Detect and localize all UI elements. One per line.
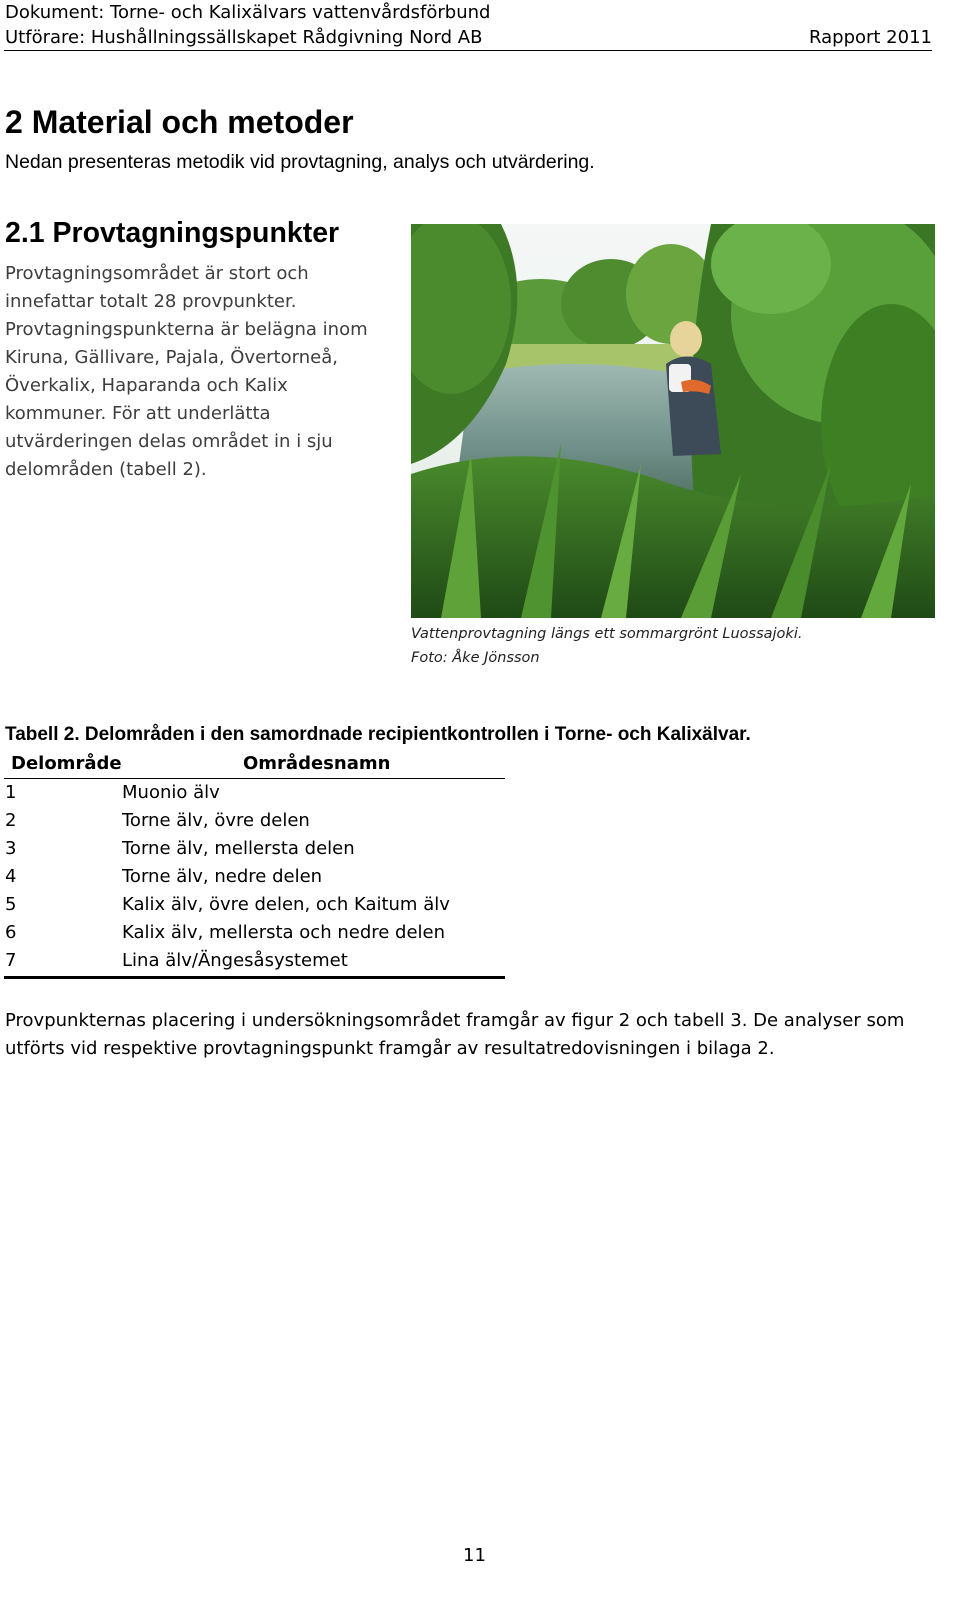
page-number: 11 (463, 1545, 486, 1566)
photo-caption (411, 622, 802, 670)
table-header-row (4, 750, 505, 779)
column-header-area-name: Områdesnamn (243, 753, 391, 774)
table-row (4, 779, 505, 807)
caption-credit: Foto: Åke Jönsson (411, 650, 540, 666)
cell-subarea-number: 7 (5, 950, 17, 971)
paragraph-line: utvärderingen delas området in i sju (5, 431, 333, 452)
paragraph-line: Provtagningspunkterna är belägna inom (5, 319, 368, 340)
header-report-year: Rapport 2011 (809, 27, 932, 48)
column-header-subarea: Delområde (11, 753, 122, 774)
cell-area-name: Kalix älv, mellersta och nedre delen (122, 922, 446, 943)
paragraph-line: delområden (tabell 2). (5, 459, 207, 480)
table-caption: Tabell 2. Delområden i den samordnade recipientkontrollen i Torne- och Kalixälvar. (5, 724, 751, 745)
cell-subarea-number: 2 (5, 810, 17, 831)
closing-paragraph (5, 1007, 935, 1063)
table-row (4, 835, 505, 863)
table-row (4, 891, 505, 919)
cell-area-name: Lina älv/Ängesåsystemet (122, 950, 348, 971)
table-bottom-rule (4, 976, 505, 979)
cell-subarea-number: 6 (5, 922, 17, 943)
paragraph-line: Överkalix, Haparanda och Kalix (5, 375, 288, 396)
paragraph-line: kommuner. För att underlätta (5, 403, 271, 424)
cell-area-name: Muonio älv (122, 782, 220, 803)
header-document-line: Dokument: Torne- och Kalixälvars vattenvårdsförbund (5, 2, 491, 23)
header-divider (4, 50, 932, 51)
caption-text: Vattenprovtagning längs ett sommargrönt Luossajoki. (411, 626, 803, 642)
table-row (4, 947, 505, 975)
cell-subarea-number: 3 (5, 838, 17, 859)
subsection-heading: 2.1 Provtagningspunkter (5, 217, 340, 249)
cell-subarea-number: 5 (5, 894, 17, 915)
cell-subarea-number: 4 (5, 866, 17, 887)
table-row (4, 863, 505, 891)
cell-area-name: Torne älv, övre delen (122, 810, 310, 831)
cell-area-name: Kalix älv, övre delen, och Kaitum älv (122, 894, 450, 915)
subarea-table (4, 750, 505, 979)
paragraph-line: Provtagningsområdet är stort och (5, 263, 309, 284)
subsection-paragraph (5, 260, 405, 484)
paragraph-line: innefattar totalt 28 provpunkter. (5, 291, 297, 312)
section-heading: 2 Material och metoder (5, 104, 354, 140)
header-contractor-line: Utförare: Hushållningssällskapet Rådgivning Nord AB (5, 27, 483, 48)
table-row (4, 807, 505, 835)
table-row (4, 919, 505, 947)
cell-area-name: Torne älv, mellersta delen (122, 838, 355, 859)
paragraph-line: Provpunkternas placering i undersökningsområdet framgår av figur 2 och tabell 3. De analyser som (5, 1010, 905, 1031)
section-intro: Nedan presenteras metodik vid provtagning, analys och utvärdering. (5, 151, 595, 173)
paragraph-line: Kiruna, Gällivare, Pajala, Övertorneå, (5, 347, 338, 368)
paragraph-line: utförts vid respektive provtagningspunkt framgår av resultatredovisningen i bilaga 2. (5, 1038, 775, 1059)
cell-area-name: Torne älv, nedre delen (122, 866, 323, 887)
river-sampling-photo (411, 224, 935, 618)
cell-subarea-number: 1 (5, 782, 17, 803)
